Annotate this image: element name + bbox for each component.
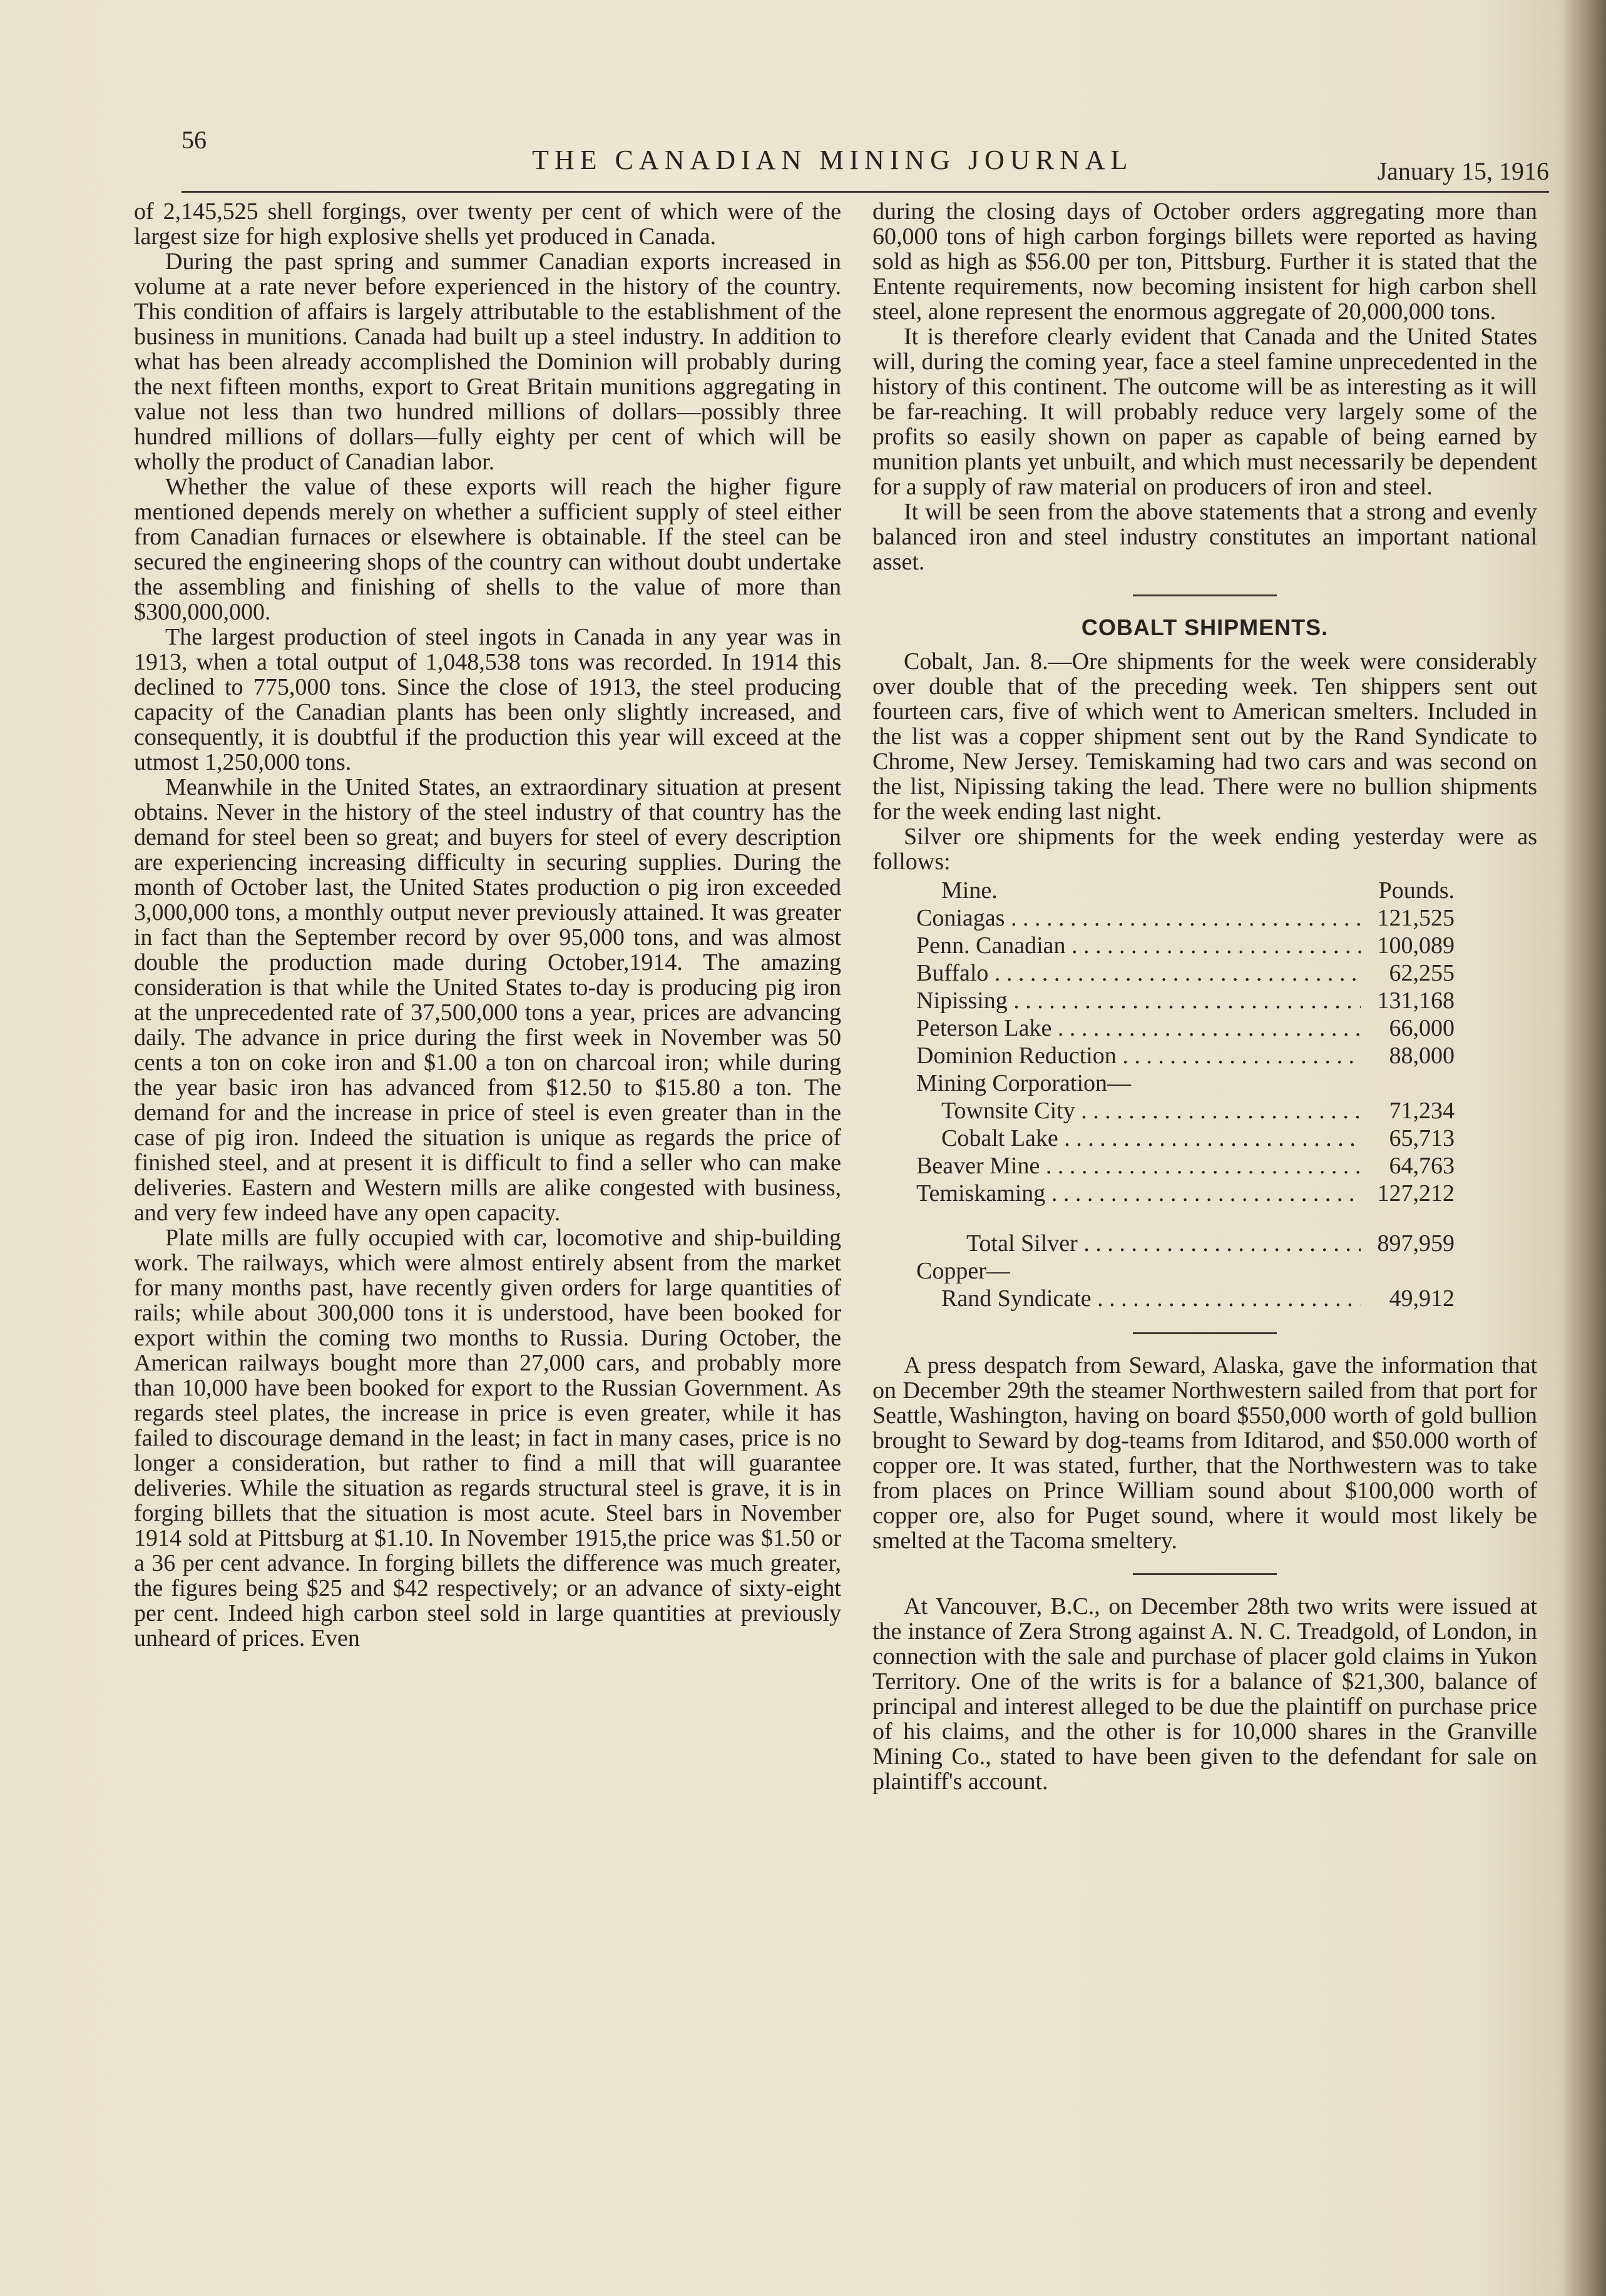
table-row xyxy=(916,1125,1455,1152)
column-header-pounds: Pounds. xyxy=(1378,877,1455,904)
mine-pounds: 71,234 xyxy=(1389,1098,1455,1124)
journal-title: THE CANADIAN MINING JOURNAL xyxy=(532,145,1133,175)
group-name: Mining Corporation— xyxy=(916,1070,1132,1096)
mine-name: Townsite City . . . xyxy=(916,1097,1361,1125)
mine-name: Dominion Reduction . . . xyxy=(916,1042,1361,1069)
paragraph: Silver ore shipments for the week ending yesterday were as follows: xyxy=(872,824,1537,875)
section-divider xyxy=(1133,594,1277,596)
column-header-mine: Mine. xyxy=(941,877,998,904)
table-group-label xyxy=(916,1257,1455,1285)
mine-name: Penn. Canadian . . . xyxy=(916,932,1361,959)
mine-pounds: 66,000 xyxy=(1389,1015,1455,1041)
mine-name: Peterson Lake . . . xyxy=(916,1014,1361,1042)
header-rule xyxy=(182,191,1549,193)
paragraph: It is therefore clearly evident that Canada and the United States will, during the coming year, face a steel famine unprecedented in the history of this continent. The outcome will be as interesting as it will be far-reaching. It will probably reduce very largely some of the profits so easily shown on paper as capable of being earned by munition plants yet unbuilt, and which must necessarily be dependent for a supply of raw material on producers of iron and steel. xyxy=(872,324,1537,500)
mine-name: Temiskaming . . . xyxy=(916,1180,1361,1207)
silver-shipments-table xyxy=(916,877,1455,1312)
paragraph: At Vancouver, B.C., on December 28th two writs were issued at the instance of Zera Strong against A. N. C. Treadgold, of London, in connection with the sale and purchase of placer gold claims in Yukon Territory. One of the writs is for a balance of $21,300, balance of principal and interest alleged to be due the plaintiff on purchase price of his claims, and the other is for 10,000 shares in the Granville Mining Co., stated to have been given to the defendant for sale on plaintiff's account. xyxy=(872,1593,1537,1795)
paragraph: Plate mills are fully occupied with car, locomotive and ship-building work. The railways, which were almost entirely absent from the market for many months past, have recently given orders for large quantities of rails; while about 300,000 tons it is understood, have been booked for export within the coming two months to Russia. During October, the American railways bought more than 27,000 cars, and probably more than 10,000 have been booked for export to the Russian Government. As regards steel plates, the increase in price is even greater, while it has failed to discourage demand in the least; in fact in many cases, price is no longer a consideration, but rather to find a mill that will guarantee deliveries. While the situation as regards structural steel is grave, it is in forging billets that the situation is most acute. Steel bars in November 1914 sold at Pittsburg at $1.10. In November 1915,the price was $1.50 or a 36 per cent advance. In forging billets the difference was much greater, the figures being $25 and $42 respectively; or an advance of sixty-eight per cent. Indeed high carbon steel sold in large quantities at previously unheard of prices. Even xyxy=(134,1225,841,1651)
total-label: Total Silver . . . xyxy=(916,1230,1361,1257)
table-row xyxy=(916,1285,1455,1312)
mine-pounds: 131,168 xyxy=(1377,987,1455,1014)
table-row xyxy=(916,1152,1455,1180)
mine-name: Cobalt Lake . . . xyxy=(916,1125,1361,1152)
mine-name: Nipissing . . . xyxy=(916,987,1361,1014)
page-number: 56 xyxy=(182,126,207,154)
paragraph: during the closing days of October orders aggregating more than 60,000 tons of high carbon forgings billets were reported as having sold as high as $56.00 per ton, Pittsburg. Further it is stated that the Entente requirements, now becoming insistent for high carbon shell steel, alone represent the enormous aggregate of 20,000,000 tons. xyxy=(872,198,1537,325)
paragraph: A press despatch from Seward, Alaska, gave the information that on December 29th the steamer Northwestern sailed from that port for Seattle, Washington, having on board $550,000 worth of gold bullion brought to Seward by dog-teams from Iditarod, and $50.000 worth of copper ore. It was stated, further, that the Northwestern was to take from places on Prince William sound about $100,000 worth of copper ore, also for Puget sound, where it would most likely be smelted at the Tacoma smeltery. xyxy=(872,1352,1537,1554)
paragraph: It will be seen from the above statements that a strong and evenly balanced iron and steel industry constitutes an important national asset. xyxy=(872,499,1537,575)
mine-name: Rand Syndicate . . . xyxy=(916,1285,1361,1312)
section-divider xyxy=(1133,1573,1277,1575)
table-row xyxy=(916,904,1455,932)
table-row xyxy=(916,1042,1455,1069)
table-row xyxy=(916,932,1455,959)
group-name: Copper— xyxy=(916,1258,1010,1284)
cobalt-shipments-heading: COBALT SHIPMENTS. xyxy=(1081,615,1329,640)
mine-pounds: 62,255 xyxy=(1389,960,1455,986)
mine-pounds: 127,212 xyxy=(1377,1180,1455,1207)
mine-pounds: 121,525 xyxy=(1377,905,1455,931)
mine-pounds: 49,912 xyxy=(1389,1285,1455,1312)
mine-pounds: 65,713 xyxy=(1389,1125,1455,1151)
mine-name: Coniagas . . . xyxy=(916,904,1361,932)
table-row xyxy=(916,987,1455,1014)
paragraph: Whether the value of these exports will reach the higher figure mentioned depends merely on whether a sufficient supply of steel either from Canadian furnaces or elsewhere is obtainable. If the steel can be secured the engineering shops of the country can without doubt undertake the assembling and finishing of shells to the value of more than $300,000,000. xyxy=(134,474,841,625)
paragraph: Cobalt, Jan. 8.—Ore shipments for the week were considerably over double that of the preceding week. Ten shippers sent out fourteen cars, five of which went to American smelters. Included in the list was a copper shipment sent out by the Rand Syndicate to Chrome, New Jersey. Temiskaming had two cars and was second on the list, Nipissing taking the lead. There were no bullion shipments for the week ending last night. xyxy=(872,648,1537,825)
table-row xyxy=(916,1014,1455,1042)
mine-pounds: 100,089 xyxy=(1377,932,1455,959)
right-column xyxy=(872,199,1537,1794)
table-row xyxy=(916,1097,1455,1125)
paragraph: of 2,145,525 shell forgings, over twenty per cent of which were of the largest size for high explosive shells yet produced in Canada. xyxy=(134,198,841,250)
issue-date: January 15, 1916 xyxy=(1377,157,1549,185)
section-divider xyxy=(1133,1332,1277,1334)
table-group-label xyxy=(916,1069,1455,1097)
paragraph: During the past spring and summer Canadian exports increased in volume at a rate never before experienced in the history of the country. This condition of affairs is largely attributable to the establishment of the business in munitions. Canada had built up a steel industry. In addition to what has been already accomplished the Dominion will probably during the next fifteen months, export to Great Britain munitions aggregating in value not less than two hundred millions of dollars—possibly three hundred millions of dollars—fully eighty per cent of which will be wholly the product of Canadian labor. xyxy=(134,248,841,475)
paragraph: Meanwhile in the United States, an extraordinary situation at present obtains. Never in the history of the steel industry of that country has the demand for steel been so great; and buyers for steel of every description are experiencing increasing difficulty in securing supplies. During the month of October last, the United States production o pig iron exceeded 3,000,000 tons, a monthly output never previously attained. It was greater in fact than the September record by over 95,000 tons, and was almost double the production made during October,1914. The amazing consideration is that while the United States to-day is producing pig iron at the unprecedented rate of 37,500,000 tons a year, prices are advancing daily. The advance in price during the first week in November was 50 cents a ton on coke iron and $1.00 a ton on charcoal iron; while during the year basic iron has advanced from $12.50 to $15.80 a ton. The demand for and the increase in price of steel is even greater than in the case of pig iron. Indeed the situation is unique as regards the price of finished steel, and at present it is difficult to find a seller who can make deliveries. Eastern and Western mills are alike congested with business, and very few indeed have any open capacity. xyxy=(134,774,841,1226)
mine-pounds: 64,763 xyxy=(1389,1153,1455,1179)
table-row xyxy=(916,1180,1455,1207)
mine-pounds: 88,000 xyxy=(1389,1043,1455,1069)
mine-name: Buffalo . . . xyxy=(916,959,1361,987)
page-header xyxy=(182,125,1549,194)
paragraph: The largest production of steel ingots in Canada in any year was in 1913, when a total output of 1,048,538 tons was recorded. In 1914 this declined to 775,000 tons. Since the close of 1913, the steel producing capacity of the Canadian plants has been only slightly increased, and consequently, it is doubtful if the production this year will exceed at the utmost 1,250,000 tons. xyxy=(134,624,841,775)
table-header xyxy=(916,877,1455,904)
table-total-row xyxy=(916,1230,1455,1257)
table-row xyxy=(916,959,1455,987)
left-column xyxy=(134,199,841,1651)
mine-name: Beaver Mine . . . xyxy=(916,1152,1361,1180)
total-value: 897,959 xyxy=(1377,1230,1455,1257)
binding-gutter xyxy=(1562,0,1606,2296)
